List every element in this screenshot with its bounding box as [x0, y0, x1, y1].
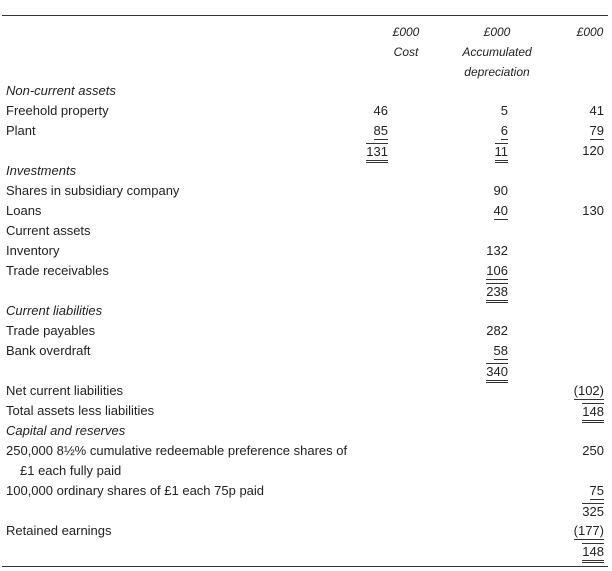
row-label: Bank overdraft — [6, 343, 91, 358]
net-header-unit: £000 — [576, 25, 604, 39]
amount-col3: 148 — [582, 543, 604, 563]
net-header — [572, 24, 608, 40]
section-heading: Investments — [6, 163, 77, 178]
amount-col3: 75 — [589, 483, 604, 498]
accumulated-header-label-2: depreciation — [464, 65, 530, 79]
section-heading: Current liabilities — [6, 303, 103, 318]
accumulated-header-unit: £000 — [483, 25, 511, 39]
row-label: 100,000 ordinary shares of £1 each 75p paid — [6, 483, 265, 498]
row-label: Freehold property — [6, 103, 109, 118]
amount-col3: 325 — [582, 504, 604, 519]
amount-col3: 120 — [582, 143, 604, 158]
amount-col1: 46 — [373, 103, 388, 118]
row-label: Total assets less liabilities — [6, 403, 155, 418]
section-heading: Non-current assets — [6, 83, 116, 98]
amount-col2: 340 — [486, 363, 508, 383]
amount-col2: 282 — [486, 323, 508, 338]
bottom-rule — [2, 566, 608, 567]
row-label: Trade payables — [6, 323, 96, 338]
amount-col2: 106 — [486, 263, 508, 278]
amount-col1: 131 — [366, 143, 388, 163]
amount-col2: 11 — [495, 143, 509, 163]
amount-col3: (177) — [573, 523, 604, 538]
row-label: Retained earnings — [6, 523, 112, 538]
row-label: Shares in subsidiary company — [6, 183, 180, 198]
row-label: £1 each fully paid — [20, 463, 122, 478]
amount-col1: 85 — [373, 123, 388, 138]
row-label: Inventory — [6, 243, 60, 258]
amount-col3: 79 — [589, 123, 604, 138]
amount-col3: 130 — [582, 203, 604, 218]
accumulated-header — [450, 24, 544, 80]
amount-col2: 6 — [500, 123, 508, 138]
amount-col3: 250 — [582, 443, 604, 458]
row-label: Trade receivables — [6, 263, 109, 278]
amount-col3: 41 — [589, 103, 604, 118]
cost-header-label: Cost — [393, 45, 419, 59]
accumulated-header-label: Accumulated — [462, 45, 532, 59]
cost-header-unit: £000 — [392, 25, 420, 39]
amount-col2: 58 — [493, 343, 508, 358]
amount-col2: 132 — [486, 243, 508, 258]
amount-col3: (102) — [573, 383, 604, 398]
row-label: Plant — [6, 123, 36, 138]
row-label: Net current liabilities — [6, 383, 124, 398]
row-label: 250,000 8½% cumulative redeemable preference shares of — [6, 443, 348, 458]
section-heading: Capital and reserves — [6, 423, 126, 438]
row-label: Current assets — [6, 223, 91, 238]
amount-col2: 5 — [500, 103, 508, 118]
amount-col2: 90 — [493, 183, 508, 198]
amount-col2: 40 — [493, 203, 508, 218]
amount-col2: 238 — [486, 283, 508, 303]
amount-col3: 148 — [582, 403, 604, 423]
row-label: Loans — [6, 203, 42, 218]
cost-header — [384, 24, 428, 60]
